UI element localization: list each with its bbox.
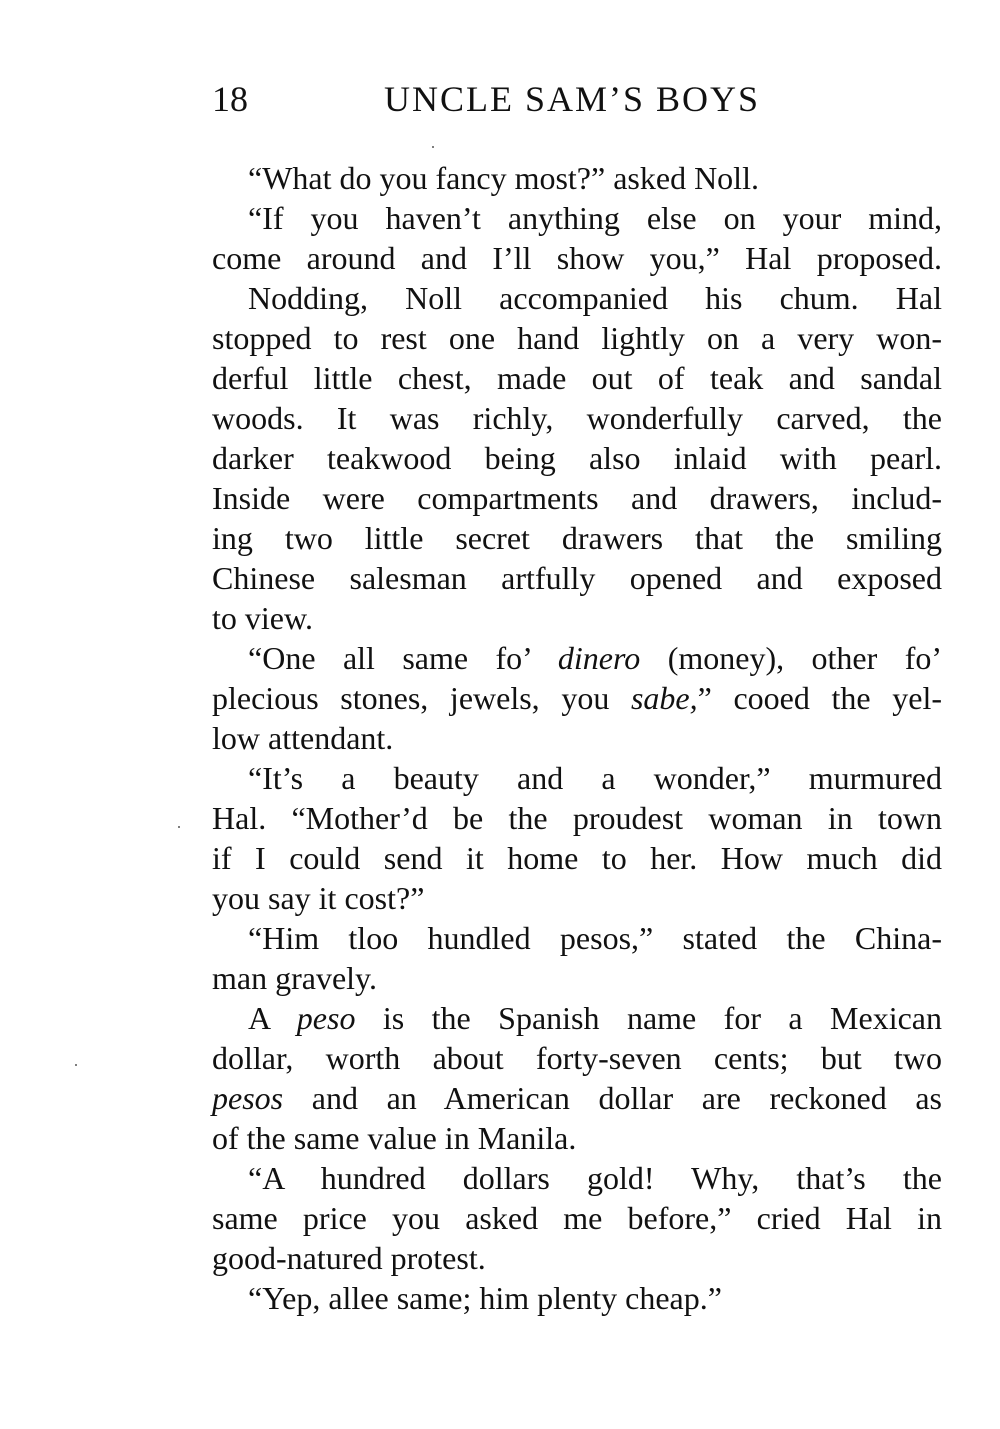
text-line: Hal. “Mother’d be the proudest woman in town (212, 800, 942, 836)
paper-speck (432, 146, 434, 148)
text-line: “Him tloo hundled pesos,” stated the China- (248, 920, 942, 956)
text-line: good-natured protest. (212, 1240, 486, 1276)
text-line: plecious stones, jewels, you sabe,” cooed the yel- (212, 680, 943, 716)
text-line: Inside were compartments and drawers, includ- (212, 480, 942, 516)
text-line: A peso is the Spanish name for a Mexican (248, 1000, 943, 1036)
running-head (212, 74, 772, 124)
text-line: come around and I’ll show you,” Hal proposed. (212, 240, 942, 276)
text-line: darker teakwood being also inlaid with pearl. (212, 440, 942, 476)
paper-speck (75, 1064, 77, 1066)
text-line: “Yep, allee same; him plenty cheap.” (248, 1280, 722, 1316)
text-line: “It’s a beauty and a wonder,” murmured (248, 760, 942, 796)
text-line: low attendant. (212, 720, 394, 756)
page-number: 18 (212, 79, 248, 119)
text-line: “A hundred dollars gold! Why, that’s the (248, 1160, 942, 1196)
text-line: Chinese salesman artfully opened and exposed (212, 560, 942, 596)
body-text (212, 158, 942, 1318)
text-line: “If you haven’t anything else on your mind, (248, 200, 942, 236)
paper-speck (178, 826, 180, 828)
text-line: man gravely. (212, 960, 377, 996)
text-line: dollar, worth about forty-seven cents; but two (212, 1040, 942, 1076)
text-line: “What do you fancy most?” asked Noll. (248, 160, 759, 196)
text-line: ing two little secret drawers that the smiling (212, 520, 942, 556)
text-line: woods. It was richly, wonderfully carved, the (212, 400, 942, 436)
running-title: UNCLE SAM’S BOYS (384, 79, 761, 119)
text-line: of the same value in Manila. (212, 1120, 577, 1156)
text-line: if I could send it home to her. How much did (212, 840, 942, 876)
text-line: “One all same fo’ dinero (money), other fo’ (248, 640, 943, 676)
text-line: stopped to rest one hand lightly on a very won- (212, 320, 942, 356)
text-line: pesos and an American dollar are reckoned as (212, 1080, 942, 1116)
text-line: same price you asked me before,” cried Hal in (212, 1200, 942, 1236)
text-line: derful little chest, made out of teak and sandal (212, 360, 942, 396)
text-line: to view. (212, 600, 314, 636)
text-line: you say it cost?” (212, 880, 425, 916)
text-line: Nodding, Noll accompanied his chum. Hal (248, 280, 942, 316)
